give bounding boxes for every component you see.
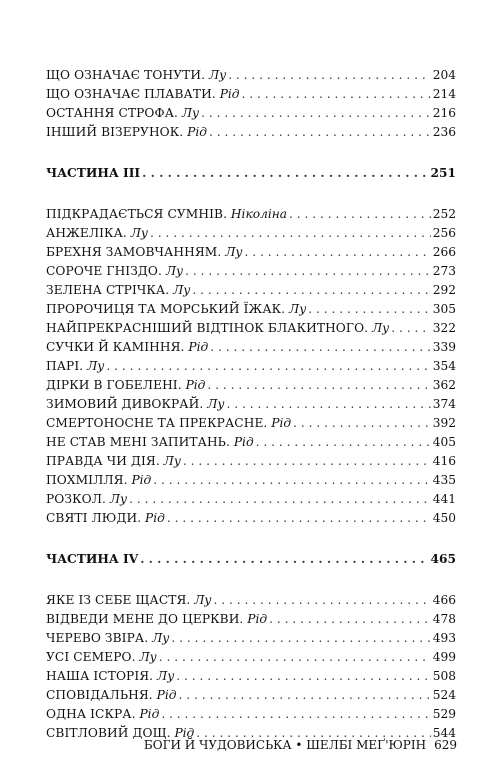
chapter-narrator: Рід: [156, 688, 177, 702]
toc-entry[interactable]: [46, 452, 456, 471]
chapter-narrator: Лу: [173, 283, 191, 297]
chapter-title: РОЗКОЛ.: [46, 492, 106, 506]
chapter-title-wrap: [46, 629, 169, 648]
chapter-narrator: Рід: [145, 511, 165, 525]
chapter-title: ВІДВЕДИ МЕНЕ ДО ЦЕРКВИ.: [46, 612, 244, 626]
toc-entry[interactable]: [46, 610, 456, 629]
dot-leader: [207, 376, 430, 395]
dot-leader: [228, 66, 431, 85]
chapter-page-number: 374: [432, 397, 456, 411]
running-footer: [0, 738, 457, 752]
chapter-title-wrap: [46, 686, 176, 705]
chapter-title-wrap: [46, 452, 181, 471]
chapter-title-wrap: [46, 376, 205, 395]
chapter-title-wrap: [46, 509, 165, 528]
chapter-title: СВІТЛОВИЙ ДОЩ.: [46, 726, 171, 740]
chapter-title: СПОВІДАЛЬНЯ.: [46, 688, 153, 702]
chapter-title: ЧЕРЕВО ЗВІРА.: [46, 631, 149, 645]
dot-leader: [183, 452, 431, 471]
chapter-page-number: 292: [432, 283, 456, 297]
chapter-page-number: 392: [432, 416, 456, 430]
chapter-page-number: 478: [432, 612, 456, 626]
dot-leader: [176, 667, 430, 686]
chapter-title: ПРОРОЧИЦЯ ТА МОРСЬКИЙ ЇЖАК.: [46, 302, 286, 316]
chapter-page-number: 256: [432, 226, 456, 240]
part-title: ЧАСТИНА ІІІ: [46, 166, 141, 180]
chapter-narrator: Лу: [139, 650, 157, 664]
dot-leader: [129, 490, 431, 509]
chapter-title: НАША ІСТОРІЯ.: [46, 669, 154, 683]
chapter-title-wrap: [46, 471, 151, 490]
chapter-narrator: Рід: [271, 416, 292, 430]
toc-entry[interactable]: [46, 648, 456, 667]
toc-entry[interactable]: [46, 319, 456, 338]
chapter-narrator: Лу: [225, 245, 243, 259]
dot-leader: [256, 433, 431, 452]
dot-leader: [142, 164, 428, 183]
chapter-page-number: 416: [432, 454, 456, 468]
dot-leader: [209, 123, 431, 142]
toc-entry[interactable]: [46, 705, 456, 724]
toc-entry[interactable]: [46, 667, 456, 686]
chapter-title-wrap: [46, 610, 267, 629]
chapter-page-number: 493: [432, 631, 456, 645]
chapter-page-number: 266: [432, 245, 456, 259]
dot-leader: [201, 104, 431, 123]
toc-entry[interactable]: [46, 281, 456, 300]
dot-leader: [106, 357, 430, 376]
toc-entry[interactable]: [46, 243, 456, 262]
chapter-narrator: Рід: [174, 726, 195, 740]
chapter-title-wrap: [46, 648, 157, 667]
chapter-page-number: 273: [432, 264, 456, 278]
chapter-title: НЕ СТАВ МЕНІ ЗАПИТАНЬ.: [46, 435, 230, 449]
chapter-narrator: Рід: [188, 340, 209, 354]
dot-leader: [159, 648, 431, 667]
chapter-title: НАЙПРЕКРАСНІШИЙ ВІДТІНОК БЛАКИТНОГО.: [46, 321, 369, 335]
chapter-narrator: Лу: [208, 68, 227, 82]
chapter-title: ПРАВДА ЧИ ДІЯ.: [46, 454, 160, 468]
chapter-narrator: Лу: [181, 106, 200, 120]
chapter-title: ІНШИЙ ВІЗЕРУНОК.: [46, 125, 184, 139]
toc-entry[interactable]: [46, 629, 456, 648]
chapter-narrator: Рід: [187, 125, 207, 139]
chapter-page-number: 214: [432, 87, 456, 101]
chapter-title: ЗИМОВИЙ ДИВОКРАЙ.: [46, 397, 204, 411]
toc-entry[interactable]: [46, 338, 456, 357]
chapter-title: СОРОЧЕ ГНІЗДО.: [46, 264, 162, 278]
chapter-page-number: 216: [432, 106, 456, 120]
toc-entry[interactable]: [46, 104, 456, 123]
chapter-title: СВЯТІ ЛЮДИ.: [46, 511, 142, 525]
chapter-page-number: 236: [432, 125, 456, 139]
chapter-narrator: Лу: [165, 264, 184, 278]
dot-leader: [289, 205, 431, 224]
dot-leader: [192, 281, 430, 300]
part-page-number: 465: [430, 552, 456, 566]
toc-entry[interactable]: [46, 433, 456, 452]
chapter-title-wrap: [46, 319, 389, 338]
chapter-narrator: Лу: [289, 302, 307, 316]
chapter-title: АНЖЕЛІКА.: [46, 226, 127, 240]
chapter-narrator: Лу: [87, 359, 105, 373]
dot-leader: [242, 85, 431, 104]
chapter-title: ПОХМІЛЛЯ.: [46, 473, 128, 487]
chapter-title-wrap: [46, 338, 208, 357]
section-gap: [46, 183, 456, 205]
section-gap: [46, 528, 456, 550]
chapter-title: ОСТАННЯ СТРОФА.: [46, 106, 179, 120]
chapter-title-wrap: [46, 243, 242, 262]
chapter-narrator: Лу: [157, 669, 175, 683]
chapter-page-number: 405: [432, 435, 456, 449]
toc-entry[interactable]: [46, 395, 456, 414]
section-gap: [46, 569, 456, 591]
chapter-title: ПІДКРАДАЄТЬСЯ СУМНІВ.: [46, 207, 228, 221]
dot-leader: [185, 262, 431, 281]
toc-entry[interactable]: [46, 490, 456, 509]
chapter-narrator: Лу: [207, 397, 225, 411]
dot-leader: [391, 319, 430, 338]
chapter-page-number: 435: [432, 473, 456, 487]
chapter-title-wrap: [46, 224, 148, 243]
chapter-page-number: 466: [432, 593, 456, 607]
chapter-title-wrap: [46, 667, 174, 686]
dot-leader: [150, 224, 431, 243]
dot-leader: [167, 509, 431, 528]
running-title: БОГИ Й ЧУДОВИСЬКА • ШЕЛБІ МЕҐ'ЮРІН: [143, 738, 427, 752]
chapter-title-wrap: [46, 395, 224, 414]
chapter-narrator: Рід: [233, 435, 254, 449]
chapter-title: ПАРІ.: [46, 359, 84, 373]
toc-entry[interactable]: [46, 471, 456, 490]
chapter-page-number: 499: [432, 650, 456, 664]
chapter-narrator: Лу: [372, 321, 390, 335]
toc-entry[interactable]: [46, 414, 456, 433]
chapter-narrator: Рід: [219, 87, 240, 101]
dot-leader: [244, 243, 430, 262]
chapter-narrator: Лу: [163, 454, 181, 468]
chapter-title-wrap: [46, 104, 199, 123]
toc-entry[interactable]: [46, 376, 456, 395]
chapter-page-number: 339: [432, 340, 456, 354]
chapter-page-number: 322: [432, 321, 456, 335]
chapter-title-wrap: [46, 205, 287, 224]
chapter-narrator: Рід: [131, 473, 152, 487]
toc-entry[interactable]: [46, 591, 456, 610]
chapter-narrator: Рід: [185, 378, 206, 392]
chapter-title-wrap: [46, 414, 291, 433]
dot-leader: [269, 610, 431, 629]
toc-entry[interactable]: [46, 509, 456, 528]
toc-entry[interactable]: [46, 686, 456, 705]
toc-entry[interactable]: [46, 300, 456, 319]
chapter-page-number: 354: [432, 359, 456, 373]
chapter-title-wrap: [46, 281, 190, 300]
chapter-title: УСІ СЕМЕРО.: [46, 650, 136, 664]
chapter-narrator: Рід: [247, 612, 268, 626]
section-gap: [46, 142, 456, 164]
chapter-narrator: Лу: [130, 226, 148, 240]
chapter-page-number: 204: [432, 68, 456, 82]
dot-leader: [140, 550, 428, 569]
chapter-narrator: Лу: [109, 492, 128, 506]
chapter-title: СМЕРТОНОСНЕ ТА ПРЕКРАСНЕ.: [46, 416, 268, 430]
chapter-page-number: 450: [432, 511, 456, 525]
chapter-narrator: Ніколіна: [230, 207, 288, 221]
chapter-title-wrap: [46, 262, 183, 281]
chapter-title-wrap: [46, 357, 104, 376]
chapter-title: БРЕХНЯ ЗАМОВЧАННЯМ.: [46, 245, 222, 259]
toc-entry[interactable]: [46, 205, 456, 224]
dot-leader: [210, 338, 431, 357]
chapter-narrator: Лу: [152, 631, 170, 645]
toc-entry[interactable]: [46, 262, 456, 281]
chapter-title: ЗЕЛЕНА СТРІЧКА.: [46, 283, 170, 297]
chapter-title-wrap: [46, 66, 226, 85]
chapter-page-number: 529: [432, 707, 456, 721]
chapter-page-number: 362: [432, 378, 456, 392]
chapter-page-number: 544: [432, 726, 456, 740]
chapter-title: СУЧКИ Й КАМІННЯ.: [46, 340, 185, 354]
page-number: 629: [434, 738, 457, 752]
chapter-title: ЯКЕ ІЗ СЕБЕ ЩАСТЯ.: [46, 593, 191, 607]
toc-part-heading[interactable]: [46, 164, 456, 183]
chapter-page-number: 524: [432, 688, 456, 702]
chapter-page-number: 252: [432, 207, 456, 221]
dot-leader: [214, 591, 431, 610]
dot-leader: [308, 300, 430, 319]
chapter-page-number: 305: [432, 302, 456, 316]
chapter-title: ОДНА ІСКРА.: [46, 707, 136, 721]
chapter-title-wrap: [46, 490, 127, 509]
chapter-title-wrap: [46, 705, 159, 724]
dot-leader: [171, 629, 430, 648]
chapter-title-wrap: [46, 300, 306, 319]
part-page-number: 251: [430, 166, 456, 180]
chapter-page-number: 508: [432, 669, 456, 683]
dot-leader: [226, 395, 430, 414]
dot-leader: [153, 471, 430, 490]
toc-entry[interactable]: [46, 357, 456, 376]
chapter-title-wrap: [46, 85, 240, 104]
chapter-title: ЩО ОЗНАЧАЄ ТОНУТИ.: [46, 68, 206, 82]
chapter-title-wrap: [46, 433, 254, 452]
toc-entry[interactable]: [46, 66, 456, 85]
table-of-contents: [46, 66, 456, 743]
chapter-title: ЩО ОЗНАЧАЄ ПЛАВАТИ.: [46, 87, 216, 101]
dot-leader: [161, 705, 430, 724]
chapter-narrator: Лу: [194, 593, 212, 607]
dot-leader: [293, 414, 431, 433]
toc-entry[interactable]: [46, 85, 456, 104]
toc-entry[interactable]: [46, 123, 456, 142]
dot-leader: [178, 686, 430, 705]
chapter-title-wrap: [46, 123, 207, 142]
chapter-page-number: 441: [432, 492, 456, 506]
chapter-title: ДІРКИ В ГОБЕЛЕНІ.: [46, 378, 182, 392]
part-title: ЧАСТИНА IV: [46, 552, 139, 566]
chapter-title-wrap: [46, 591, 212, 610]
chapter-narrator: Рід: [139, 707, 160, 721]
toc-part-heading[interactable]: [46, 550, 456, 569]
toc-entry[interactable]: [46, 224, 456, 243]
